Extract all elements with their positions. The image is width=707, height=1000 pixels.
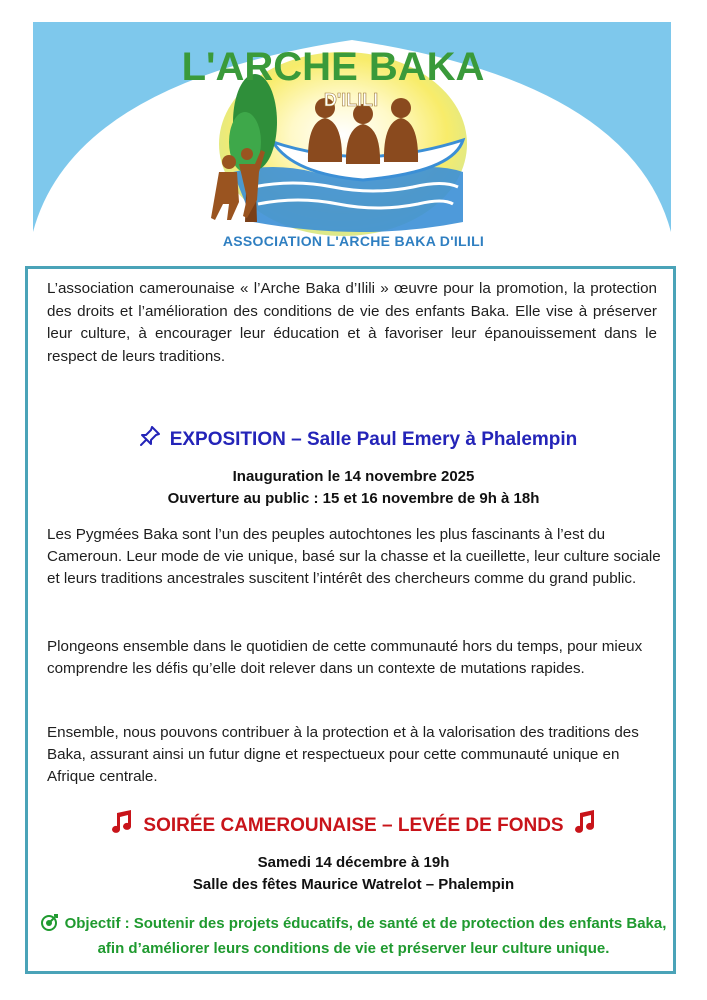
logo-subtitle-text: D'ILILI (323, 90, 379, 110)
soiree-venue-line: Salle des fêtes Maurice Watrelot – Phalempin (192, 876, 515, 893)
soiree-heading (0, 810, 707, 840)
header-banner (33, 22, 671, 250)
exposition-heading (0, 424, 707, 454)
soiree-date-line: Samedi 14 décembre à 19h (257, 854, 450, 871)
inauguration-line: Inauguration le 14 novembre 2025 (232, 468, 475, 485)
exposition-dates (0, 466, 707, 510)
objective-label: Objectif : Soutenir des projets éducatifs, de santé et de protection des enfants Baka, afin d’améliorer leurs conditions de vie et préserver leur culture unique. (64, 915, 667, 957)
logo-title-text: L'ARCHE BAKA (181, 45, 485, 89)
music-notes-icon (572, 810, 598, 840)
exposition-paragraph-3: Ensemble, nous pouvons contribuer à la protection et à la valorisation des traditions des Baka, assurant ainsi un futur digne et respectueux pour cette communauté unique en Afrique centrale. (47, 724, 639, 785)
exposition-paragraph-1: Les Pygmées Baka sont l’un des peuples autochtones les plus fascinants à l’est du Cameroun. Leur mode de vie unique, basé sur la chasse et la cueillette, leur culture sociale et leurs traditions ancestrales suscitent l’intérêt des chercheurs comme du grand public. (47, 526, 661, 587)
soiree-dates (0, 852, 707, 896)
target-icon (41, 913, 59, 938)
association-name: ASSOCIATION L'ARCHE BAKA D'ILILI (222, 233, 485, 249)
music-notes-icon (109, 810, 135, 840)
pushpin-icon (138, 424, 162, 454)
exposition-paragraph-2: Plongeons ensemble dans le quotidien de cette communauté hors du temps, pour mieux comprendre les défis qu’elle doit relever dans un contexte de mutations rapides. (47, 638, 643, 677)
exposition-title: EXPOSITION – Salle Paul Emery à Phalempin (169, 429, 578, 450)
opening-line: Ouverture au public : 15 et 16 novembre de 9h à 18h (167, 490, 540, 507)
intro-paragraph: L’association camerounaise « l’Arche Baka d’Ilili » œuvre pour la promotion, la protection des droits et l’amélioration des conditions de vie des enfants Baka. Elle vise à préserver leur culture, à encourager leur éducation et à favoriser leur épanouissement dans le respect de leurs traditions. (47, 280, 657, 365)
objective-text (40, 913, 667, 960)
soiree-title: SOIRÉE CAMEROUNAISE – LEVÉE DE FONDS (143, 815, 564, 836)
logo-illustration (33, 22, 671, 250)
